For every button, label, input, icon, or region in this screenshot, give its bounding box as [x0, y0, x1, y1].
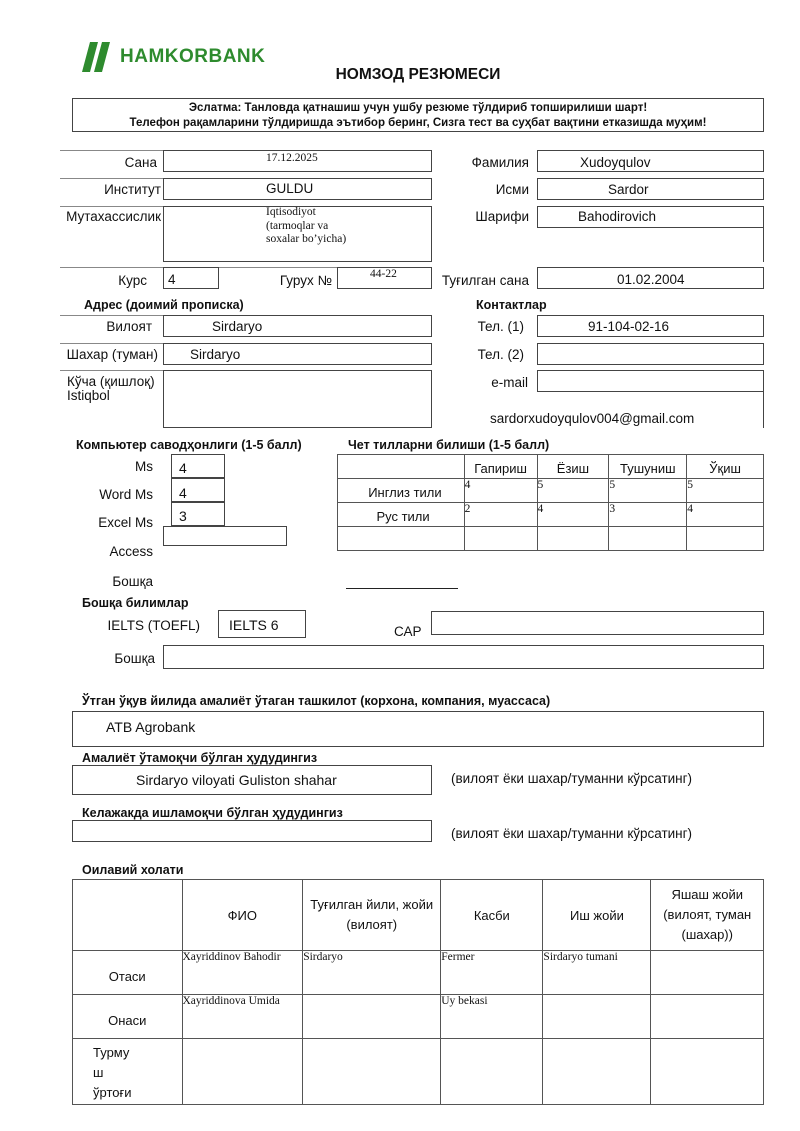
other-language-underline: [346, 588, 458, 589]
residence-cell[interactable]: [651, 995, 764, 1039]
course-label: Курс: [118, 273, 147, 288]
lang-cell[interactable]: [609, 527, 687, 551]
birth-cell[interactable]: Sirdaryo: [303, 951, 441, 995]
lang-col-understanding: Тушуниш: [609, 455, 687, 479]
institute-label: Институт: [104, 182, 161, 197]
group-label: Гурух №: [279, 273, 332, 288]
family-header-row: [73, 880, 764, 951]
lang-row-blank: [338, 527, 764, 551]
lang-cell[interactable]: [464, 527, 537, 551]
future-region-hint: (вилоят ёки шахар/туманни кўрсатинг): [451, 826, 693, 841]
lang-cell[interactable]: [537, 527, 609, 551]
prev-org-heading: Ўтган ўқув йилида амалиёт ўтаган ташкилот (корхона, компания, муассаса): [82, 694, 551, 708]
tel2-field[interactable]: [537, 343, 764, 365]
surname-value: Xudoyqulov: [580, 155, 651, 170]
lang-col-speaking: Гапириш: [464, 455, 537, 479]
contacts-heading: Контактлар: [476, 298, 547, 312]
lang-cell[interactable]: 5: [687, 479, 764, 503]
lang-col-writing: Ёзиш: [537, 455, 609, 479]
lang-name: Инглиз тили: [338, 479, 465, 503]
name-label: Исми: [495, 182, 529, 197]
job-cell[interactable]: Fermer: [441, 951, 543, 995]
specialty-value: Iqtisodiyot (tarmoqlar va soxalar bo’yicha): [266, 206, 347, 245]
workplace-cell[interactable]: [543, 1039, 651, 1105]
patronymic-label: Шарифи: [475, 209, 529, 224]
job-cell[interactable]: [441, 1039, 543, 1105]
street-value: Istiqbol: [67, 388, 110, 403]
birth-cell[interactable]: [303, 1039, 441, 1105]
lang-header-blank: [338, 455, 465, 479]
lang-cell[interactable]: 4: [687, 503, 764, 527]
email-extra-line: [763, 392, 764, 428]
group-value: 44-22: [370, 268, 397, 280]
languages-table: [337, 454, 764, 551]
address-heading: Адрес (доимий прописка): [84, 298, 244, 312]
other-field[interactable]: [163, 645, 764, 669]
city-value: Sirdaryo: [190, 347, 241, 362]
other-computer-label: Бошқа: [112, 574, 153, 589]
region-label: Вилоят: [106, 319, 152, 334]
lang-cell[interactable]: 3: [609, 503, 687, 527]
lang-cell[interactable]: 5: [609, 479, 687, 503]
computer-heading: Компьютер саводҳонлиги (1-5 балл): [76, 438, 302, 452]
region-field[interactable]: [163, 315, 432, 337]
residence-cell[interactable]: [651, 951, 764, 995]
city-label: Шахар (туман): [66, 347, 158, 362]
family-col-residence: Яшаш жойи (вилоят, туман (шахар)): [651, 880, 764, 951]
sar-field[interactable]: [431, 611, 764, 635]
institute-value: GULDU: [266, 181, 314, 196]
family-row-mother: [73, 995, 764, 1039]
relation-cell: Отаси: [73, 951, 183, 995]
family-heading: Оилавий холати: [82, 863, 184, 877]
other-label: Бошқа: [114, 651, 155, 666]
notice-box: [72, 98, 764, 132]
name-field[interactable]: [537, 178, 764, 200]
email-value: sardorxudoyqulov004@gmail.com: [490, 411, 695, 426]
specialty-label: Мутахассислик: [66, 209, 161, 224]
word-label: Word Ms: [99, 487, 153, 502]
access-score-field[interactable]: [163, 526, 287, 546]
excel-label: Excel Ms: [98, 515, 153, 530]
family-table: [72, 879, 764, 1105]
job-cell[interactable]: Uy bekasi: [441, 995, 543, 1039]
name-cell[interactable]: Xayriddinova Umida: [182, 995, 303, 1039]
name-cell[interactable]: [182, 1039, 303, 1105]
family-col-job: Касби: [441, 880, 543, 951]
email-label: e-mail: [491, 375, 528, 390]
residence-cell[interactable]: [651, 1039, 764, 1105]
family-col-name: ФИО: [182, 880, 303, 951]
notice-line-2: Телефон рақамларини тўлдиришда эътибор беринг, Сизга тест ва суҳбат вақтини етказишда муҳим!: [129, 117, 707, 129]
lang-cell[interactable]: 2: [464, 503, 537, 527]
date-label: Сана: [124, 155, 157, 170]
tel1-value: 91-104-02-16: [588, 319, 670, 334]
lang-name: Рус тили: [338, 503, 465, 527]
ielts-label: IELTS (TOEFL): [107, 618, 200, 633]
name-value: Sardor: [608, 182, 649, 197]
date-value: 17.12.2025: [266, 152, 318, 164]
workplace-cell[interactable]: [543, 995, 651, 1039]
email-field[interactable]: [537, 370, 764, 392]
birth-cell[interactable]: [303, 995, 441, 1039]
prev-org-value: ATB Agrobank: [106, 719, 196, 735]
street-label: Кўча (қишлоқ): [67, 374, 155, 389]
practice-region-hint: (вилоят ёки шахар/туманни кўрсатинг): [451, 771, 693, 786]
workplace-cell[interactable]: Sirdaryo tumani: [543, 951, 651, 995]
access-label: Access: [109, 544, 153, 559]
region-value: Sirdaryo: [212, 319, 263, 334]
ms-score: 4: [179, 460, 187, 476]
future-region-field[interactable]: [72, 820, 432, 842]
lang-row-english: [338, 479, 764, 503]
street-field[interactable]: [163, 370, 432, 428]
tel1-label: Тел. (1): [477, 319, 524, 334]
notice-line-1: Эслатма: Танловда қатнашиш учун ушбу резюме тўлдириб топширилиши шарт!: [188, 102, 648, 114]
lang-name[interactable]: [338, 527, 465, 551]
form-title: НОМЗОД РЕЗЮМЕСИ: [335, 66, 501, 83]
family-col-birth: Туғилган йили, жойи (вилоят): [303, 880, 441, 951]
family-col-relation: [73, 880, 183, 951]
lang-cell[interactable]: 5: [537, 479, 609, 503]
other-knowledge-heading: Бошқа билимлар: [82, 596, 189, 610]
lang-cell[interactable]: 4: [464, 479, 537, 503]
sar-label: САР: [394, 624, 422, 639]
lang-col-reading: Ўқиш: [687, 455, 764, 479]
birth-label: Туғилган сана: [441, 273, 529, 288]
family-col-workplace: Иш жойи: [543, 880, 651, 951]
languages-heading: Чет тилларни билиши (1-5 балл): [348, 438, 550, 452]
excel-score: 3: [179, 508, 187, 524]
word-score: 4: [179, 485, 187, 501]
lang-cell[interactable]: 4: [537, 503, 609, 527]
course-value: 4: [168, 272, 176, 287]
patronymic-value: Bahodirovich: [578, 209, 657, 224]
birth-value: 01.02.2004: [617, 272, 685, 287]
ms-label: Ms: [135, 459, 153, 474]
practice-region-heading: Амалиёт ўтамоқчи бўлган ҳудудингиз: [82, 751, 318, 765]
relation-cell: Онаси: [73, 995, 183, 1039]
practice-region-value: Sirdaryo viloyati Guliston shahar: [136, 772, 337, 788]
patronymic-extra-line: [763, 228, 764, 262]
relation-cell: Турму ш ўртоғи: [73, 1039, 183, 1105]
tel2-label: Тел. (2): [477, 347, 524, 362]
lang-row-russian: [338, 503, 764, 527]
family-row-father: [73, 951, 764, 995]
lang-cell[interactable]: [687, 527, 764, 551]
future-region-heading: Келажакда ишламоқчи бўлган ҳудудингиз: [82, 806, 343, 820]
surname-label: Фамилия: [471, 155, 529, 170]
name-cell[interactable]: Xayriddinov Bahodir: [182, 951, 303, 995]
family-row-spouse: [73, 1039, 764, 1105]
ielts-value: IELTS 6: [229, 617, 279, 633]
logo-text: HAMKORBANK: [120, 46, 266, 67]
